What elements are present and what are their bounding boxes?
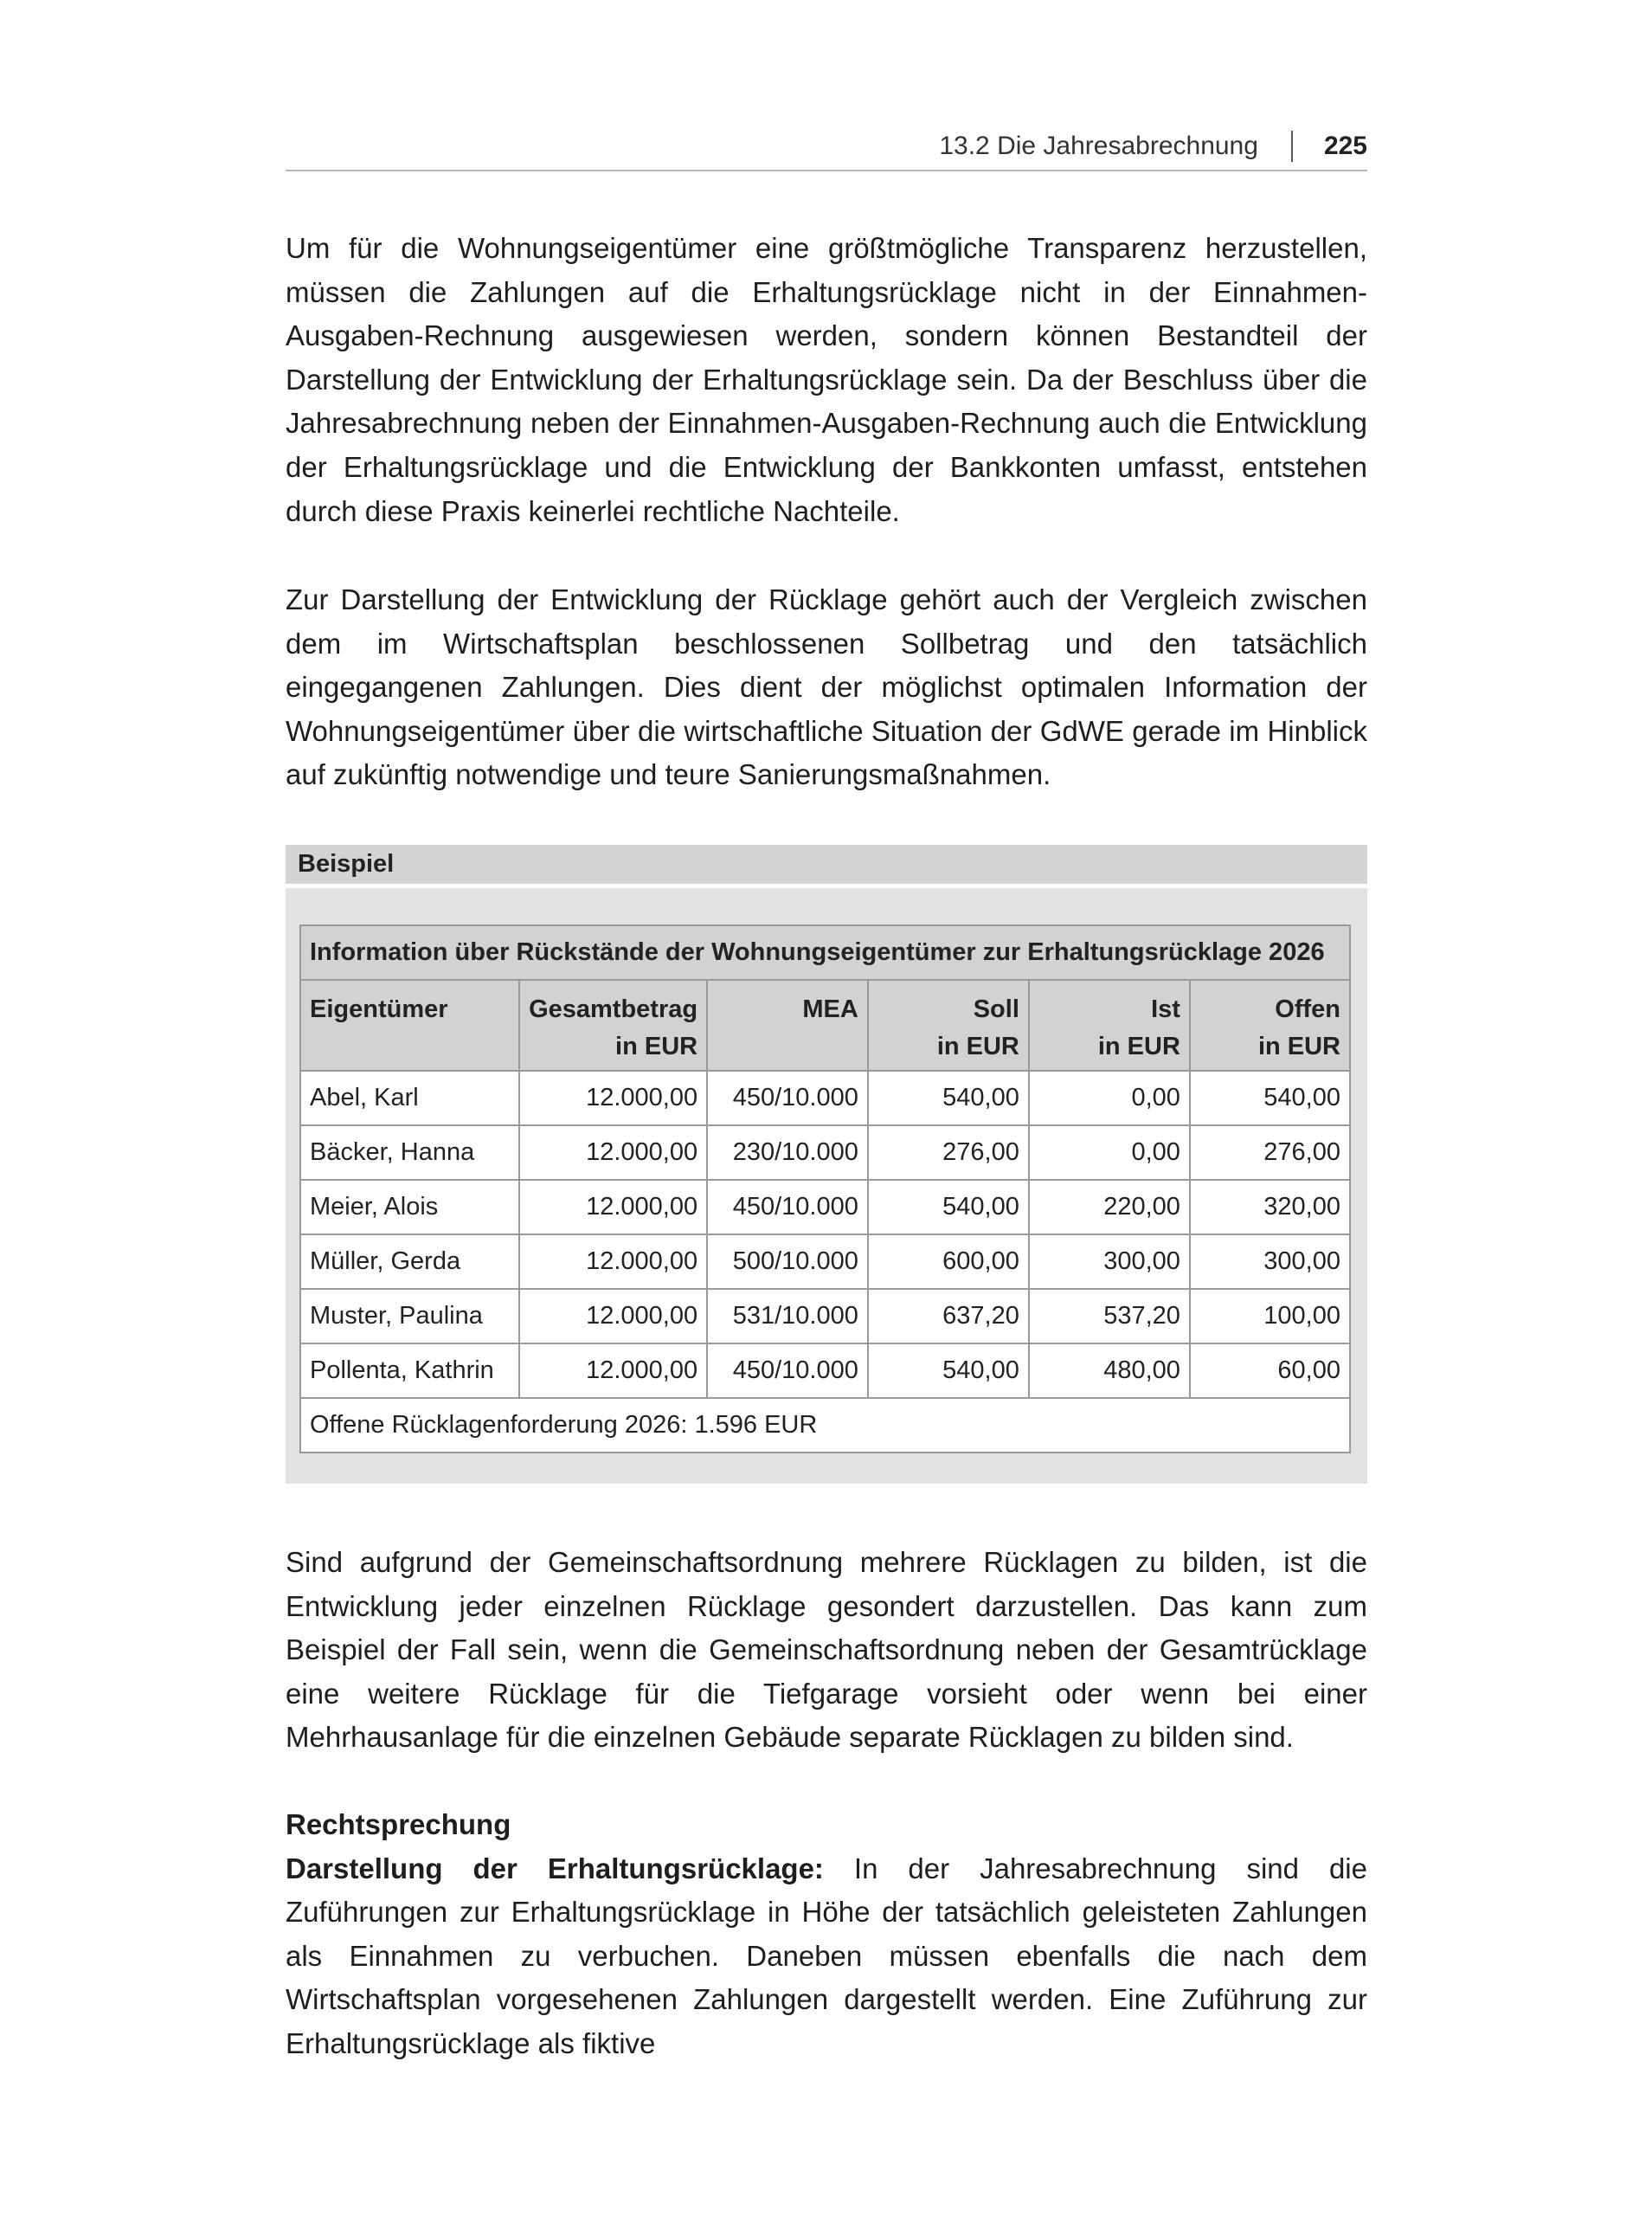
table-cell: 450/10.000 — [707, 1343, 868, 1398]
table-footer: Offene Rücklagenforderung 2026: 1.596 EUR — [300, 1398, 1350, 1453]
table-cell: 12.000,00 — [519, 1289, 707, 1343]
column-header: Ist in EUR — [1029, 980, 1190, 1071]
table-cell: 0,00 — [1029, 1071, 1190, 1125]
table-cell: 540,00 — [1190, 1071, 1350, 1125]
table-cell: 276,00 — [868, 1125, 1029, 1180]
table-cell: 480,00 — [1029, 1343, 1190, 1398]
case-law-section — [286, 1803, 1367, 2066]
table-row — [300, 1071, 1350, 1125]
table-cell: 12.000,00 — [519, 1071, 707, 1125]
paragraph-1: Um für die Wohnungseigentümer eine größtmögliche Transparenz herzustellen, müssen die Zahlungen auf die Erhaltungsrücklage nicht in der Einnahmen-Ausgaben-Rechnung ausgewiesen werden, sondern können Bestandteil der Darstellung der Entwicklung der Erhaltungsrücklage sein. Da der Beschluss über die Jahresabrechnung neben der Einnahmen-Ausgaben-Rechnung auch die Entwicklung der Erhaltungsrücklage und die Entwicklung der Bankkonten umfasst, entstehen durch diese Praxis keinerlei rechtliche Nachteile. — [286, 232, 1367, 527]
table-cell: 540,00 — [868, 1071, 1029, 1125]
table-cell: 12.000,00 — [519, 1125, 707, 1180]
header-divider — [1291, 131, 1293, 162]
table-title: Information über Rückstände der Wohnungseigentümer zur Erhaltungsrücklage 2026 — [300, 925, 1350, 980]
case-law-paragraph — [286, 1847, 1367, 2066]
table-cell: Muster, Paulina — [300, 1289, 519, 1343]
table-cell: 500/10.000 — [707, 1234, 868, 1289]
table-cell: Pollenta, Kathrin — [300, 1343, 519, 1398]
table-cell: 300,00 — [1029, 1234, 1190, 1289]
table-row — [300, 1180, 1350, 1234]
example-box — [286, 888, 1367, 1484]
table-row — [300, 1234, 1350, 1289]
column-header: Offen in EUR — [1190, 980, 1350, 1071]
table-cell: 0,00 — [1029, 1125, 1190, 1180]
case-law-text: In der Jahresabrechnung sind die Zuführungen zur Erhaltungsrücklage in Höhe der tatsächlich geleisteten Zahlungen als Einnahmen zu verbuchen. Daneben müssen ebenfalls die nach dem Wirtschaftsplan vorgesehenen Zahlungen dargestellt werden. Eine Zuführung zur Erhaltungsrücklage als fiktive — [286, 1852, 1367, 2059]
table-cell: Bäcker, Hanna — [300, 1125, 519, 1180]
column-header: MEA — [707, 980, 868, 1071]
table-cell: 12.000,00 — [519, 1234, 707, 1289]
case-law-heading: Rechtsprechung — [286, 1808, 511, 1840]
table-cell: 12.000,00 — [519, 1343, 707, 1398]
table-cell: 230/10.000 — [707, 1125, 868, 1180]
table-cell: 537,20 — [1029, 1289, 1190, 1343]
column-header: Eigentümer — [300, 980, 519, 1071]
table-cell: 450/10.000 — [707, 1071, 868, 1125]
table-footer-row — [300, 1398, 1350, 1453]
chapter-title: 13.2 Die Jahresabrechnung — [939, 132, 1258, 160]
table-cell: Müller, Gerda — [300, 1234, 519, 1289]
table-title-row — [300, 925, 1350, 980]
table-row — [300, 1125, 1350, 1180]
table-row — [300, 1289, 1350, 1343]
case-law-lead: Darstellung der Erhaltungsrücklage: — [286, 1852, 824, 1884]
table-cell: 300,00 — [1190, 1234, 1350, 1289]
table-cell: 276,00 — [1190, 1125, 1350, 1180]
table-cell: Abel, Karl — [300, 1071, 519, 1125]
table-cell: 320,00 — [1190, 1180, 1350, 1234]
table-cell: 12.000,00 — [519, 1180, 707, 1234]
table-cell: 220,00 — [1029, 1180, 1190, 1234]
running-header — [286, 123, 1367, 171]
table-cell: 637,20 — [868, 1289, 1029, 1343]
arrears-table — [299, 924, 1351, 1453]
table-cell: 60,00 — [1190, 1343, 1350, 1398]
example-label: Beispiel — [286, 845, 1367, 884]
table-cell: 540,00 — [868, 1180, 1029, 1234]
table-header-row — [300, 980, 1350, 1071]
column-header: Gesamtbetrag in EUR — [519, 980, 707, 1071]
table-cell: 531/10.000 — [707, 1289, 868, 1343]
table-cell: 100,00 — [1190, 1289, 1350, 1343]
paragraph-3: Sind aufgrund der Gemeinschaftsordnung mehrere Rücklagen zu bilden, ist die Entwicklung jeder einzelnen Rücklage gesondert darzustellen. Das kann zum Beispiel der Fall sein, wenn die Gemeinschaftsordnung neben der Gesamtrücklage eine weitere Rücklage für die Tiefgarage vorsieht oder wenn bei einer Mehrhausanlage für die einzelnen Gebäude separate Rücklagen zu bilden sind. — [286, 1546, 1367, 1754]
table-cell: 450/10.000 — [707, 1180, 868, 1234]
table-cell: Meier, Alois — [300, 1180, 519, 1234]
table-cell: 540,00 — [868, 1343, 1029, 1398]
table-row — [300, 1343, 1350, 1398]
table-cell: 600,00 — [868, 1234, 1029, 1289]
column-header: Soll in EUR — [868, 980, 1029, 1071]
paragraph-2: Zur Darstellung der Entwicklung der Rücklage gehört auch der Vergleich zwischen dem im Wirtschaftsplan beschlossenen Sollbetrag und den tatsächlich eingegangenen Zahlungen. Dies dient der möglichst optimalen Information der Wohnungseigentümer über die wirtschaftliche Situation der GdWE gerade im Hinblick auf zukünftig notwendige und teure Sanierungsmaßnahmen. — [286, 583, 1367, 791]
page-number: 225 — [1323, 132, 1367, 160]
